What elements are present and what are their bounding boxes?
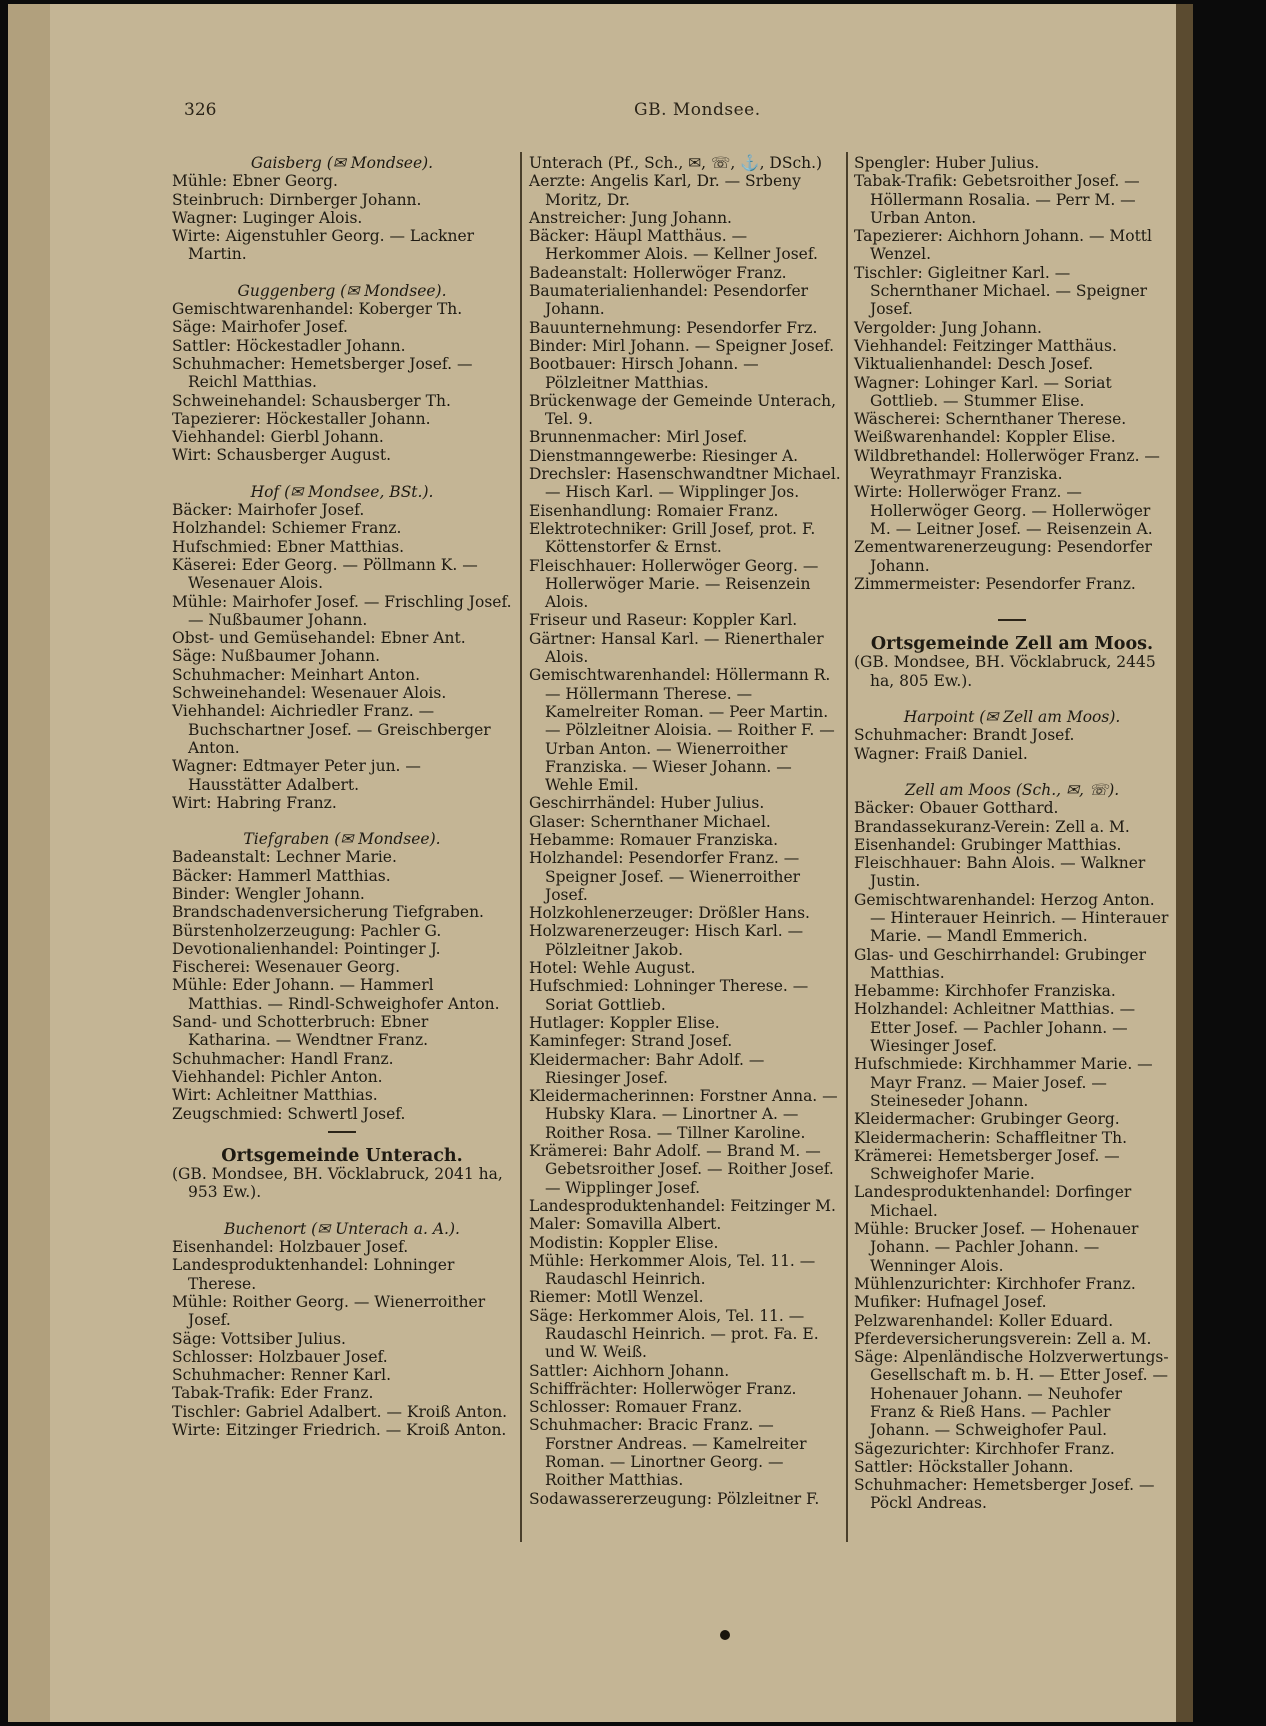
directory-entry: Pferdeversicherungsverein: Zell a. M. <box>854 1329 1152 1348</box>
directory-entry: Holzhandel: Pesendorfer Franz. — Speigner Josef. — Wienerroither Josef. <box>529 849 801 904</box>
column-right <box>854 154 1170 1513</box>
column-rule <box>520 152 522 1542</box>
spacer <box>172 1202 512 1220</box>
directory-entry: Eisenhandlung: Romaier Franz. <box>529 501 779 520</box>
directory-entry: Obst- und Gemüsehandel: Ebner Ant. <box>172 629 466 648</box>
directory-entry: Kleidermacher: Bahr Adolf. — Riesinger Josef. <box>529 1050 765 1087</box>
directory-entry: Mühlenzurichter: Kirchhofer Franz. <box>854 1274 1136 1293</box>
directory-entry: Gemischtwarenhandel: Höllermann R. — Höllermann Therese. — Kamelreiter Roman. — Peer Martin. — Pölzleitner Aloisia. — Roither F. — Urban Anton. — Wienerroither Franziska. — Wieser Johann. — Wehle Emil. <box>529 666 835 795</box>
directory-entry: Hebamme: Kirchhofer Franziska. <box>854 982 1116 1001</box>
directory-entry: Holzkohlenerzeuger: Drößler Hans. <box>529 904 810 923</box>
directory-entry: Binder: Wengler Johann. <box>172 884 365 903</box>
directory-entry: Hebamme: Romauer Franziska. <box>529 830 779 849</box>
section-separator <box>998 619 1026 621</box>
directory-entry: Binder: Mirl Johann. — Speigner Josef. <box>529 336 834 355</box>
directory-entry: Spengler: Huber Julius. <box>854 154 1040 172</box>
directory-entry: Hufschmied: Lohninger Therese. — Soriat Gottlieb. <box>529 977 809 1014</box>
directory-entry: Käserei: Eder Georg. — Pöllmann K. — Wesenauer Alois. <box>172 555 478 593</box>
directory-entry: Viktualienhandel: Desch Josef. <box>854 355 1094 374</box>
directory-entry: Eisenhandel: Grubinger Matthias. <box>854 835 1122 854</box>
locality-heading: Harpoint (✉ Zell am Moos). <box>903 708 1121 727</box>
directory-entry: Hufschmied: Ebner Matthias. <box>172 537 405 556</box>
directory-entry: Schweinehandel: Schausberger Th. <box>172 391 451 410</box>
directory-entry: Gemischtwarenhandel: Herzog Anton. — Hinterauer Heinrich. — Hinterauer Marie. — Mandl Emmerich. <box>854 890 1169 946</box>
directory-entry: Vergolder: Jung Johann. <box>854 318 1042 337</box>
directory-entry: Bauunternehmung: Pesendorfer Frz. <box>529 318 818 337</box>
print-mark <box>720 1630 730 1640</box>
directory-entry: Kleidermacherinnen: Forstner Anna. — Hubsky Klara. — Linortner A. — Roither Rosa. — Tillner Karoline. <box>529 1087 838 1142</box>
directory-entry: Säge: Nußbaumer Johann. <box>172 647 381 666</box>
directory-entry: Landesproduktenhandel: Dorfinger Michael. <box>854 1183 1132 1220</box>
directory-entry: Mühle: Herkommer Alois, Tel. 11. — Raudaschl Heinrich. <box>529 1251 816 1289</box>
directory-entry: Hutlager: Koppler Elise. <box>529 1013 720 1032</box>
directory-entry: Gemischtwarenhandel: Koberger Th. <box>172 300 463 319</box>
locality-heading: Guggenberg (✉ Mondsee). <box>237 281 447 300</box>
spacer <box>172 812 512 830</box>
directory-entry: Tapezierer: Höckestaller Johann. <box>172 409 431 428</box>
directory-entry: Landesproduktenhandel: Feitzinger M. <box>529 1196 836 1215</box>
directory-entry: Tapezierer: Aichhorn Johann. — Mottl Wenzel. <box>854 227 1152 264</box>
directory-entry: Brandschadenversicherung Tiefgraben. <box>172 903 484 922</box>
directory-entry: Schuhmacher: Hemetsberger Josef. — Pöckl Andreas. <box>854 1476 1155 1513</box>
directory-entry: Sand- und Schotterbruch: Ebner Katharina. — Wendtner Franz. <box>172 1013 429 1050</box>
directory-entry: Wirt: Schausberger August. <box>172 446 391 465</box>
directory-entry: Wagner: Edtmayer Peter jun. — Hausstätter Adalbert. <box>172 757 421 794</box>
directory-entry: Badeanstalt: Lechner Marie. <box>172 848 397 867</box>
directory-entry: Mühle: Eder Johann. — Hammerl Matthias. — Rindl-Schweighofer Anton. <box>172 976 500 1013</box>
directory-entry: Viehhandel: Pichler Anton. <box>172 1067 383 1086</box>
directory-entry: Viehhandel: Gierbl Johann. <box>172 428 384 447</box>
directory-entry: Wäscherei: Schernthaner Therese. <box>854 410 1127 429</box>
directory-entry: Maler: Somavilla Albert. <box>529 1215 722 1234</box>
spacer <box>172 264 512 282</box>
locality-heading: Gaisberg (✉ Mondsee). <box>250 154 434 172</box>
spacer <box>854 593 1170 611</box>
directory-entry: Schlosser: Romauer Franz. <box>529 1398 743 1417</box>
directory-entry: Säge: Herkommer Alois, Tel. 11. — Raudaschl Heinrich. — prot. Fa. E. und W. Weiß. <box>529 1306 819 1362</box>
directory-entry: Schweinehandel: Wesenauer Alois. <box>172 684 447 703</box>
directory-entry: Viehhandel: Feitzinger Matthäus. <box>854 336 1117 355</box>
directory-entry: Brunnenmacher: Mirl Josef. <box>529 428 748 447</box>
directory-entry: Hufschmiede: Kirchhammer Marie. — Mayr Franz. — Maier Josef. — Steineseder Johann. <box>854 1055 1153 1110</box>
page-number: 326 <box>184 100 217 120</box>
directory-entry: Drechsler: Hasenschwandtner Michael. — Hisch Karl. — Wipplinger Jos. <box>529 465 841 502</box>
directory-entry: Geschirrhändel: Huber Julius. <box>529 794 765 813</box>
directory-entry: (GB. Mondsee, BH. Vöcklabruck, 2041 ha, 953 Ew.). <box>172 1165 503 1202</box>
directory-entry: Wirt: Habring Franz. <box>172 793 337 812</box>
directory-entry: Wirte: Aigenstuhler Georg. — Lackner Martin. <box>172 227 475 264</box>
directory-entry: Elektrotechniker: Grill Josef, prot. F. Köttenstorfer & Ernst. <box>529 519 816 557</box>
directory-entry: Aerzte: Angelis Karl, Dr. — Srbeny Moritz, Dr. <box>529 172 801 209</box>
directory-entry: Wagner: Fraiß Daniel. <box>854 744 1028 763</box>
running-title: GB. Mondsee. <box>634 100 761 120</box>
page-edge <box>1176 4 1193 1722</box>
directory-entry: Holzhandel: Schiemer Franz. <box>172 519 402 538</box>
directory-entry: Sattler: Aichhorn Johann. <box>529 1361 730 1380</box>
directory-entry: Fleischhauer: Bahn Alois. — Walkner Justin. <box>854 854 1146 891</box>
directory-entry: Kleidermacherin: Schaffleitner Th. <box>854 1128 1128 1147</box>
directory-entry: Säge: Alpenländische Holzverwertungs-Gesellschaft m. b. H. — Etter Josef. — Hohenauer Johann. — Neuhofer Franz & Rieß Hans. — Pachler Johann. — Schweighofer Paul. <box>854 1348 1169 1440</box>
directory-entry: Bäcker: Obauer Gotthard. <box>854 799 1059 818</box>
spacer <box>854 690 1170 708</box>
directory-entry: Brückenwage der Gemeinde Unterach, Tel. 9. <box>529 391 837 429</box>
directory-entry: Glas- und Geschirrhandel: Grubinger Matthias. <box>854 945 1147 982</box>
directory-entry: Landesproduktenhandel: Lohninger Therese. <box>172 1256 455 1293</box>
directory-entry: Kleidermacher: Grubinger Georg. <box>854 1110 1120 1129</box>
directory-entry: Baumaterialienhandel: Pesendorfer Johann. <box>529 282 809 319</box>
directory-entry: Sodawassererzeugung: Pölzleitner F. <box>529 1489 820 1508</box>
directory-entry: Schuhmacher: Bracic Franz. — Forstner Andreas. — Kamelreiter Roman. — Linortner Georg. — Roither Matthias. <box>529 1416 807 1490</box>
directory-entry: Tabak-Trafik: Eder Franz. <box>172 1384 374 1403</box>
directory-entry: Fischerei: Wesenauer Georg. <box>172 958 401 977</box>
directory-entry: Wirte: Eitzinger Friedrich. — Kroiß Anton. <box>172 1421 507 1439</box>
directory-entry: Schuhmacher: Meinhart Anton. <box>172 665 420 684</box>
directory-entry: Viehhandel: Aichriedler Franz. — Buchschartner Josef. — Greischberger Anton. <box>172 702 491 757</box>
directory-entry: Badeanstalt: Hollerwöger Franz. <box>529 263 787 282</box>
spacer <box>172 465 512 483</box>
directory-entry: Pelzwarenhandel: Koller Eduard. <box>854 1311 1114 1330</box>
directory-entry: Devotionalienhandel: Pointinger J. <box>172 939 441 958</box>
directory-entry: Friseur und Raseur: Koppler Karl. <box>529 611 798 630</box>
book-page <box>8 4 1193 1722</box>
directory-entry: Anstreicher: Jung Johann. <box>529 208 732 227</box>
directory-entry: Tischler: Gigleitner Karl. — Schernthaner Michael. — Speigner Josef. <box>854 263 1148 319</box>
directory-entry: Modistin: Koppler Elise. <box>529 1233 719 1252</box>
directory-entry: Dienstmanngewerbe: Riesinger A. <box>529 446 799 465</box>
directory-entry: Riemer: Motll Wenzel. <box>529 1288 704 1307</box>
directory-entry: Säge: Mairhofer Josef. <box>172 318 348 337</box>
directory-entry: Weißwarenhandel: Koppler Elise. <box>854 428 1116 447</box>
directory-entry: Schuhmacher: Handl Franz. <box>172 1049 394 1068</box>
locality-heading: Hof (✉ Mondsee, BSt.). <box>250 482 434 501</box>
directory-entry: Wagner: Luginger Alois. <box>172 208 363 227</box>
directory-entry: Krämerei: Hemetsberger Josef. — Schweighofer Marie. <box>854 1146 1120 1184</box>
municipality-heading: Ortsgemeinde Unterach. <box>221 1145 463 1166</box>
directory-entry: Schuhmacher: Renner Karl. <box>172 1366 392 1385</box>
directory-entry: Zeugschmied: Schwertl Josef. <box>172 1104 406 1123</box>
directory-entry: Sattler: Höckstaller Johann. <box>854 1457 1074 1476</box>
directory-entry: Zementwarenerzeugung: Pesendorfer Johann. <box>854 538 1152 575</box>
locality-heading: Tiefgraben (✉ Mondsee). <box>243 830 441 849</box>
column-middle <box>529 154 841 1508</box>
directory-entry: Bäcker: Häupl Matthäus. — Herkommer Alois. — Kellner Josef. <box>529 227 818 264</box>
directory-entry: Bootbauer: Hirsch Johann. — Pölzleitner Matthias. <box>529 355 759 392</box>
directory-entry: Bäcker: Hammerl Matthias. <box>172 866 391 885</box>
column-left <box>172 154 512 1439</box>
directory-entry: Steinbruch: Dirnberger Johann. <box>172 190 422 209</box>
directory-entry: Bürstenholzerzeugung: Pachler G. <box>172 921 442 940</box>
directory-entry: Fleischhauer: Hollerwöger Georg. — Hollerwöger Marie. — Reisenzein Alois. <box>529 556 819 612</box>
directory-entry: Unterach (Pf., Sch., ✉, ☏, ⚓, DSch.) <box>529 154 823 172</box>
directory-entry: Krämerei: Bahr Adolf. — Brand M. — Gebetsroither Josef. — Roither Josef. — Wipplinger Josef. <box>529 1142 834 1197</box>
directory-entry: Mühle: Roither Georg. — Wienerroither Josef. <box>172 1292 486 1330</box>
locality-heading: Zell am Moos (Sch., ✉, ☏). <box>904 780 1120 799</box>
locality-heading: Buchenort (✉ Unterach a. A.). <box>224 1219 460 1238</box>
directory-entry: Mufiker: Hufnagel Josef. <box>854 1293 1047 1312</box>
directory-entry: Bäcker: Mairhofer Josef. <box>172 501 365 520</box>
directory-entry: Glaser: Schernthaner Michael. <box>529 812 771 831</box>
directory-entry: Sägezurichter: Kirchhofer Franz. <box>854 1439 1115 1458</box>
section-separator <box>328 1131 356 1133</box>
spacer <box>854 763 1170 781</box>
directory-entry: Tabak-Trafik: Gebetsroither Josef. — Höllermann Rosalia. — Perr M. — Urban Anton. <box>854 172 1140 227</box>
column-rule <box>846 152 848 1542</box>
directory-entry: Sattler: Höckestadler Johann. <box>172 336 406 355</box>
directory-entry: Schlosser: Holzbauer Josef. <box>172 1347 388 1366</box>
directory-entry: Schiffrächter: Hollerwöger Franz. <box>529 1379 797 1398</box>
directory-entry: Holzwarenerzeuger: Hisch Karl. — Pölzleitner Jakob. <box>529 922 804 959</box>
directory-entry: Wagner: Lohinger Karl. — Soriat Gottlieb. — Stummer Elise. <box>854 373 1112 410</box>
directory-entry: Holzhandel: Achleitner Matthias. — Etter Josef. — Pachler Johann. — Wiesinger Josef. <box>854 1000 1136 1056</box>
directory-entry: Hotel: Wehle August. <box>529 959 696 978</box>
directory-entry: Säge: Vottsiber Julius. <box>172 1329 346 1348</box>
directory-entry: (GB. Mondsee, BH. Vöcklabruck, 2445 ha, 805 Ew.). <box>854 653 1156 690</box>
directory-entry: Tischler: Gabriel Adalbert. — Kroiß Anton. <box>172 1402 508 1421</box>
directory-entry: Kaminfeger: Strand Josef. <box>529 1032 733 1051</box>
directory-entry: Eisenhandel: Holzbauer Josef. <box>172 1238 409 1257</box>
directory-entry: Mühle: Mairhofer Josef. — Frischling Josef. — Nußbaumer Johann. <box>172 592 512 629</box>
directory-entry: Mühle: Brucker Josef. — Hohenauer Johann. — Pachler Johann. — Wenninger Alois. <box>854 1220 1139 1275</box>
directory-entry: Wirt: Achleitner Matthias. <box>172 1086 378 1105</box>
directory-entry: Wildbrethandel: Hollerwöger Franz. — Weyrathmayr Franziska. <box>854 446 1160 484</box>
directory-entry: Mühle: Ebner Georg. <box>172 172 338 191</box>
municipality-heading: Ortsgemeinde Zell am Moos. <box>870 634 1154 655</box>
directory-entry: Zimmermeister: Pesendorfer Franz. <box>854 574 1136 593</box>
directory-entry: Schuhmacher: Hemetsberger Josef. — Reichl Matthias. <box>172 354 473 392</box>
directory-entry: Brandassekuranz-Verein: Zell a. M. <box>854 817 1130 836</box>
directory-entry: Wirte: Hollerwöger Franz. — Hollerwöger Georg. — Hollerwöger M. — Leitner Josef. — Reisenzein A. <box>854 483 1153 538</box>
directory-entry: Schuhmacher: Brandt Josef. <box>854 726 1075 745</box>
page-gutter <box>8 4 50 1722</box>
directory-entry: Gärtner: Hansal Karl. — Rienerthaler Alois. <box>529 629 824 667</box>
